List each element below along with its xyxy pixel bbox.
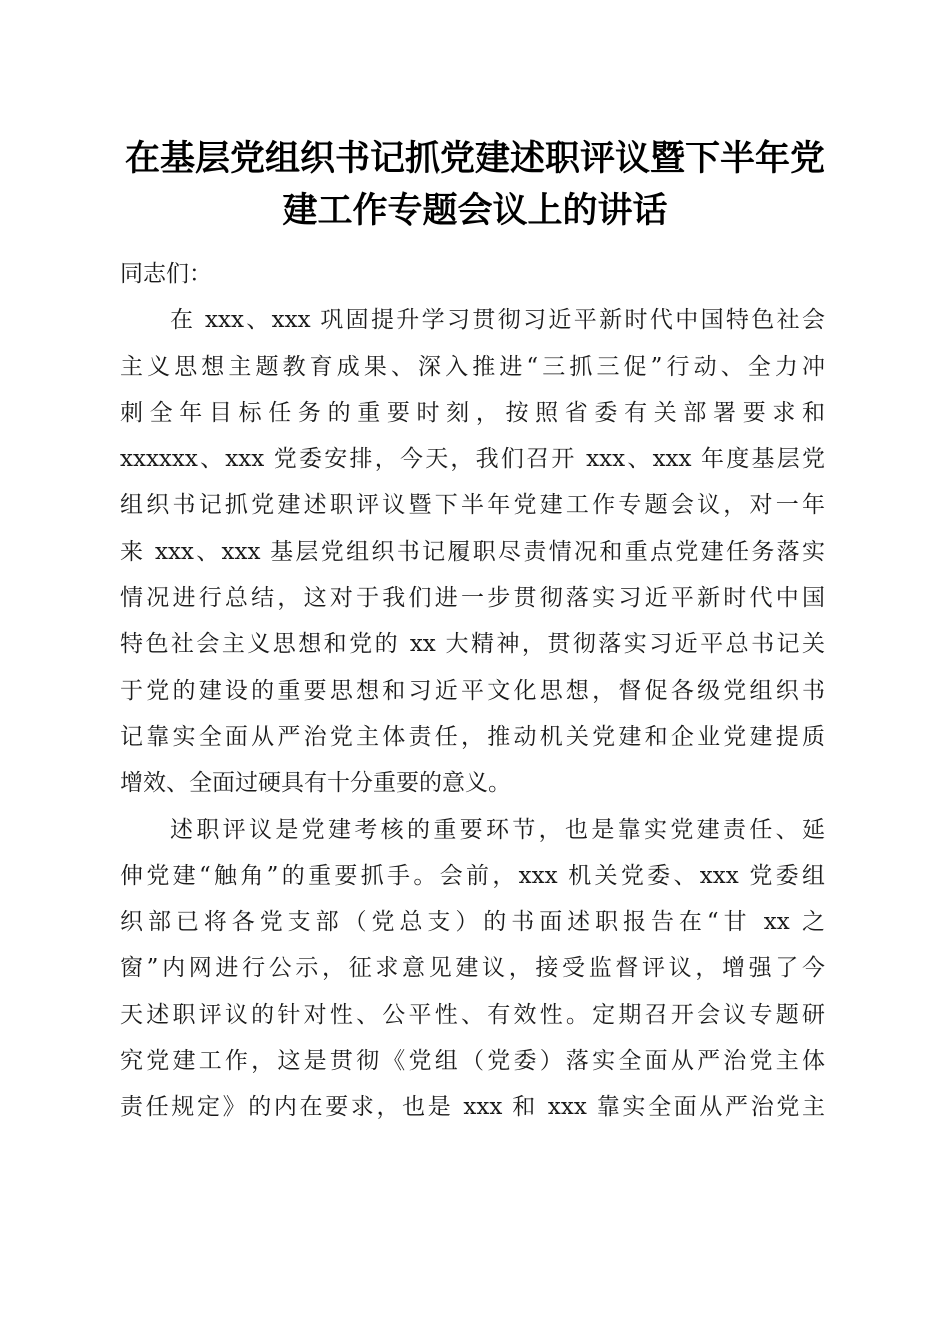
title-line-1: 在基层党组织书记抓党建述职评议暨下半年党 bbox=[124, 138, 825, 179]
paragraph-2 bbox=[120, 807, 825, 1131]
paragraph-line: 在 xxx、xxx 巩固提升学习贯彻习近平新时代中国特色社会 bbox=[170, 307, 825, 334]
salutation: 同志们： bbox=[120, 261, 212, 287]
document-body bbox=[120, 251, 825, 1131]
paragraph-line: 责任规定》的内在要求，也是 xxx 和 xxx 靠实全面从严治党主 bbox=[120, 1094, 825, 1121]
paragraph-line: 天述职评议的针对性、公平性、有效性。定期召开会议专题研 bbox=[120, 1001, 825, 1028]
paragraph-line: 来 xxx、xxx 基层党组织书记履职尽责情况和重点党建任务落实 bbox=[120, 538, 825, 565]
document-title bbox=[100, 133, 850, 237]
paragraph-line: 述职评议是党建考核的重要环节，也是靠实党建责任、延 bbox=[170, 816, 825, 843]
paragraph-line: 织部已将各党支部（党总支）的书面述职报告在“甘 xx 之 bbox=[120, 909, 825, 936]
paragraph-line: 刺全年目标任务的重要时刻，按照省委有关部署要求和 bbox=[120, 399, 825, 426]
paragraph-line: 增效、全面过硬具有十分重要的意义。 bbox=[120, 770, 511, 797]
paragraph-line: 特色社会主义思想和党的 xx 大精神，贯彻落实习近平总书记关 bbox=[120, 631, 825, 658]
paragraph-line: 情况进行总结，这对于我们进一步贯彻落实习近平新时代中国 bbox=[120, 585, 825, 612]
paragraph-line: 记靠实全面从严治党主体责任，推动机关党建和企业党建提质 bbox=[120, 723, 825, 750]
paragraph-line: 于党的建设的重要思想和习近平文化思想，督促各级党组织书 bbox=[120, 677, 825, 704]
paragraph-line: xxxxxx、xxx 党委安排，今天，我们召开 xxx、xxx 年度基层党 bbox=[120, 446, 825, 473]
paragraph-line: 组织书记抓党建述职评议暨下半年党建工作专题会议，对一年 bbox=[120, 492, 825, 519]
paragraph-line: 窗”内网进行公示，征求意见建议，接受监督评议，增强了今 bbox=[120, 955, 825, 982]
paragraph-line: 究党建工作，这是贯彻《党组（党委）落实全面从严治党主体 bbox=[120, 1048, 825, 1075]
paragraph-line: 伸党建“触角”的重要抓手。会前，xxx 机关党委、xxx 党委组 bbox=[120, 862, 825, 889]
paragraph-1 bbox=[120, 297, 825, 806]
title-line-2: 建工作专题会议上的讲话 bbox=[282, 190, 668, 231]
paragraph-line: 主义思想主题教育成果、深入推进“三抓三促”行动、全力冲 bbox=[120, 353, 825, 380]
